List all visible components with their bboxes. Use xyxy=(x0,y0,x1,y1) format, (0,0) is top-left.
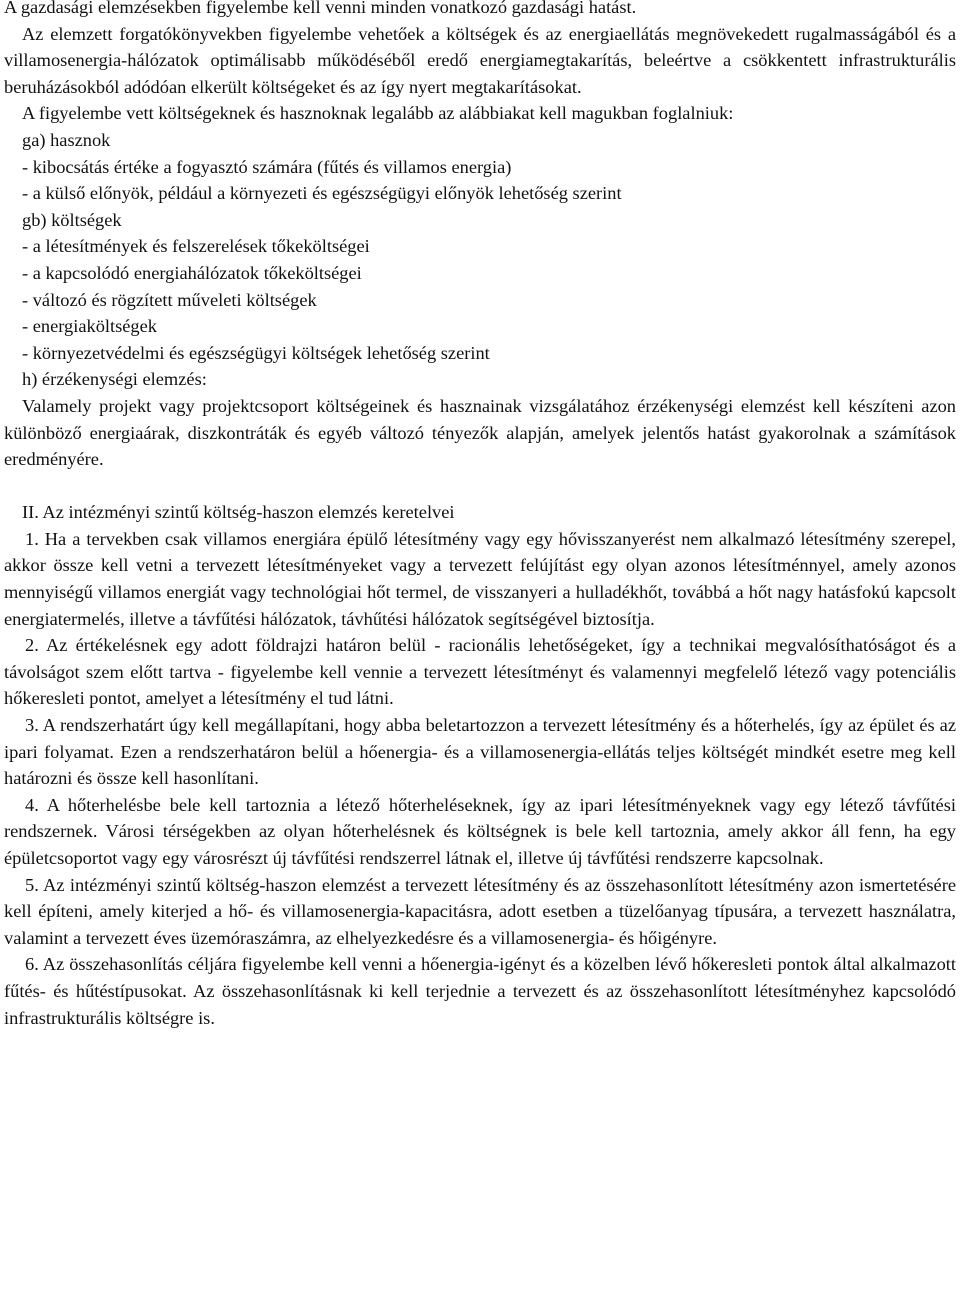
principle-5: 5. Az intézményi szintű költség-haszon elemzést a tervezett létesítmény és az összehasonlított létesítmény azon ismertetésére kell építeni, amely kiterjed a hő- és villamosenergia-kapacitásra, adott esetben a tüzelőanyag típusára, a tervezett használatra, valamint a tervezett éves üzemóraszámra, az elhelyezkedésre és a villamosenergia- és hőigényre. xyxy=(4,874,956,948)
section2-heading: II. Az intézményi szintű költség-haszon elemzés keretelvei xyxy=(22,502,455,523)
sensitivity-paragraph: Valamely projekt vagy projektcsoport költségeinek és hasznainak vizsgálatához érzékenységi elemzést kell készíteni azon különböző energiaárak, diszkontráták és egyéb változó tényezők alapján, amelyek jelentős hatást gyakorolnak a számítások eredményére. xyxy=(4,395,956,470)
document-page xyxy=(4,0,956,1031)
sensitivity-heading: h) érzékenységi elemzés: xyxy=(22,369,207,390)
costs-benefits-intro: A figyelembe vett költségeknek és hasznoknak legalább az alábbiakat kell magukban foglalniuk: xyxy=(22,103,734,124)
cost-item: - a létesítmények és felszerelések tőkeköltségei xyxy=(22,236,370,257)
scenarios-paragraph: Az elemzett forgatókönyvekben figyelembe vehetőek a költségek és az energiaellátás megnövekedett rugalmasságából és a villamosenergia-hálózatok optimálisabb működéséből eredő energiamegtakarítás, beleértve a csökkentett infrastrukturális beruházásokból adódóan elkerült költségeket és az így nyert megtakarításokat. xyxy=(4,23,956,97)
principle-4: 4. A hőterhelésbe bele kell tartoznia a létező hőterheléseknek, így az ipari létesítményeknek vagy egy létező távfűtési rendszernek. Városi térségekben az olyan hőterhelésnek és költségnek is bele kell tartoznia, amely akkor áll fenn, ha egy épületcsoportot vagy egy városrészt új távfűtési rendszerrel látnak el, illetve új távfűtési rendszerre kapcsolnak. xyxy=(4,794,956,868)
principle-1: 1. Ha a tervekben csak villamos energiára épülő létesítmény vagy egy hővisszanyerést nem alkalmazó létesítmény szerepel, akkor össze kell vetni a tervezett létesítményeket vagy a tervezett felújítást egy olyan azonos létesítménnyel, amely azonos mennyiségű villamos energiát vagy technológiai hőt termel, de visszanyeri a hulladékhőt, továbbá a hőt nagy hatásfokú kapcsolt energiatermelés, illetve a távfűtési hálózatok, távhűtési hálózatok segítségével biztosítja. xyxy=(4,528,956,629)
benefits-heading: ga) hasznok xyxy=(22,129,111,150)
section-spacer xyxy=(4,473,956,500)
cost-item: - környezetvédelmi és egészségügyi költségek lehetőség szerint xyxy=(22,342,490,363)
benefit-item: - a külső előnyök, például a környezeti és egészségügyi előnyök lehetőség szerint xyxy=(22,183,622,204)
costs-heading: gb) költségek xyxy=(22,209,122,230)
principle-2: 2. Az értékelésnek egy adott földrajzi határon belül - racionális lehetőségeket, így a technikai megvalósíthatóságot és a távolságot szem előtt tartva - figyelembe kell vennie a tervezett létesítményt és valamennyi megfelelő létező vagy potenciális hőkeresleti pontot, amelyet a létesítmény el tud látni. xyxy=(4,635,956,709)
cost-item: - a kapcsolódó energiahálózatok tőkeköltségei xyxy=(22,262,362,283)
intro-paragraph: A gazdasági elemzésekben figyelembe kell venni minden vonatkozó gazdasági hatást. xyxy=(4,0,637,17)
cost-item: - változó és rögzített műveleti költségek xyxy=(22,289,317,310)
benefit-item: - kibocsátás értéke a fogyasztó számára (fűtés és villamos energia) xyxy=(22,156,512,177)
principle-3: 3. A rendszerhatárt úgy kell megállapítani, hogy abba beletartozzon a tervezett létesítmény és a hőterhelés, így az épület és az ipari folyamat. Ezen a rendszerhatáron belül a hőenergia- és a villamosenergia-ellátás teljes költségét mindkét esetre meg kell határozni és össze kell hasonlítani. xyxy=(4,715,956,789)
cost-item: - energiaköltségek xyxy=(22,316,157,337)
principle-6: 6. Az összehasonlítás céljára figyelembe kell venni a hőenergia-igényt és a közelben lévő hőkeresleti pontok által alkalmazott fűtés- és hűtéstípusokat. Az összehasonlításnak ki kell terjednie a tervezett és az összehasonlított létesítményhez kapcsolódó infrastrukturális költségre is. xyxy=(4,954,956,1028)
